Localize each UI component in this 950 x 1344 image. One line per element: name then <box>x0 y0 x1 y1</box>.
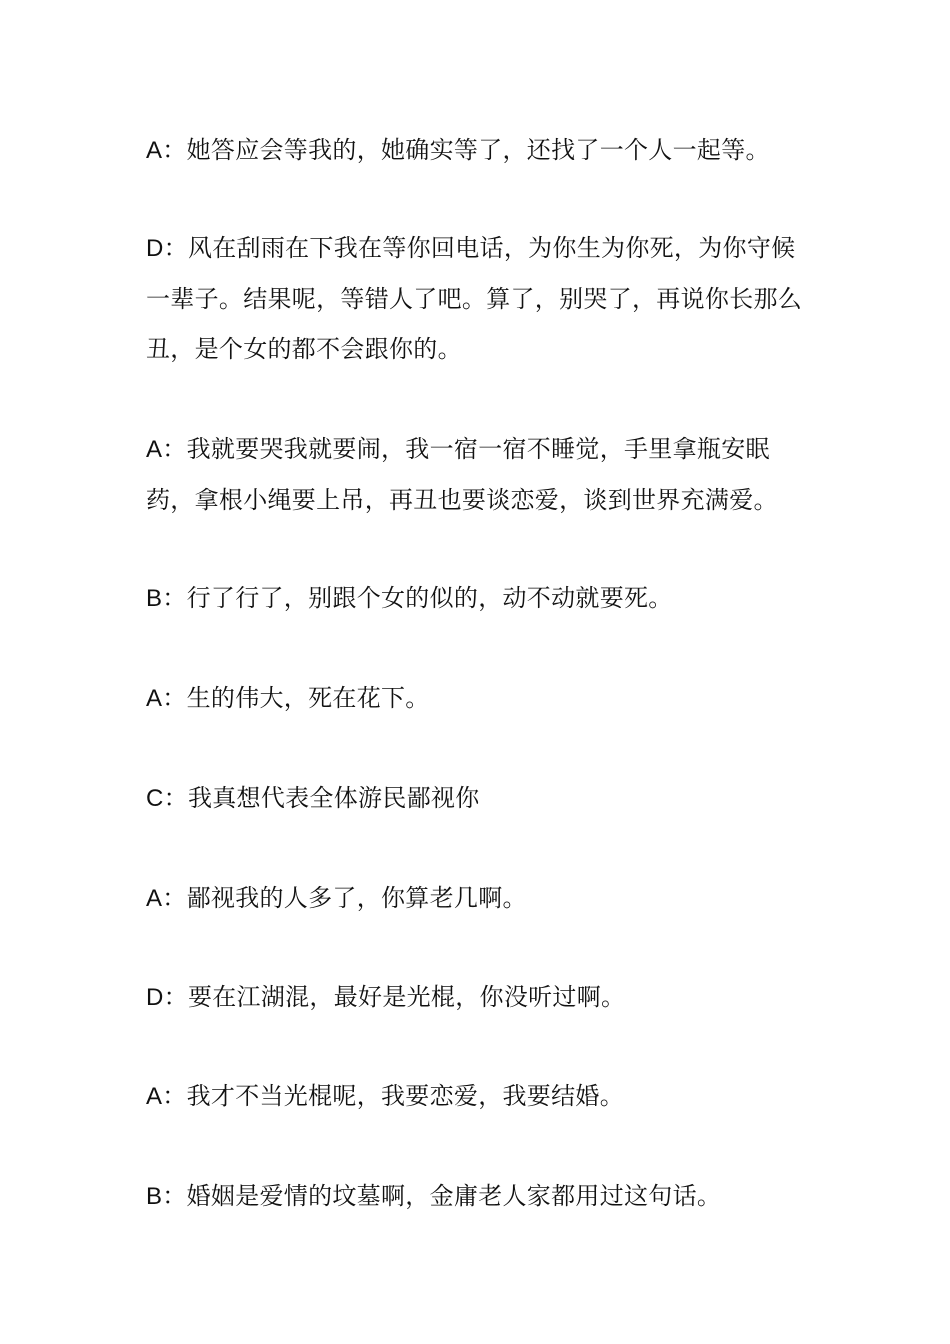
speaker-label: A： <box>146 885 187 912</box>
speaker-label: A： <box>146 137 187 164</box>
dialogue-line <box>146 1171 812 1222</box>
speaker-label: C： <box>146 785 188 812</box>
dialogue-line <box>146 1071 812 1122</box>
dialogue-line <box>146 972 812 1023</box>
dialogue-text: 我真想代表全体游民鄙视你 <box>187 784 480 812</box>
dialogue-text: 生的伟大，死在花下。 <box>186 684 430 712</box>
dialogue-text: 要在江湖混，最好是光棍，你没听过啊。 <box>187 983 626 1011</box>
speaker-label: B： <box>146 1183 187 1210</box>
dialogue-line <box>146 424 812 525</box>
speaker-label: D： <box>146 235 188 262</box>
dialogue-text: 行了行了，别跟个女的似的，动不动就要死。 <box>186 584 673 612</box>
speaker-label: A： <box>146 685 187 712</box>
dialogue-line <box>146 573 812 624</box>
dialogue-text: 我才不当光棍呢，我要恋爱，我要结婚。 <box>186 1082 625 1110</box>
dialogue-text: 她答应会等我的，她确实等了，还找了一个人一起等。 <box>186 136 770 164</box>
speaker-label: D： <box>146 984 188 1011</box>
dialogue-line <box>146 673 812 724</box>
dialogue-line <box>146 223 812 374</box>
dialogue-text: 婚姻是爱情的坟墓啊，金庸老人家都用过这句话。 <box>186 1182 722 1210</box>
dialogue-text: 我就要哭我就要闹，我一宿一宿不睡觉，手里拿瓶安眠药，拿根小绳要上吊，再丑也要谈恋爱，谈到世界充满爱。 <box>146 435 778 514</box>
dialogue-line <box>146 773 812 824</box>
dialogue-line <box>146 125 812 176</box>
speaker-label: A： <box>146 436 187 463</box>
dialogue-line <box>146 873 812 924</box>
dialogue-text: 风在刮雨在下我在等你回电话，为你生为你死，为你守候一辈子。结果呢，等错人了吧。算了，别哭了，再说你长那么丑，是个女的都不会跟你的。 <box>146 234 803 363</box>
speaker-label: B： <box>146 585 187 612</box>
speaker-label: A： <box>146 1083 187 1110</box>
dialogue-text: 鄙视我的人多了，你算老几啊。 <box>186 884 527 912</box>
